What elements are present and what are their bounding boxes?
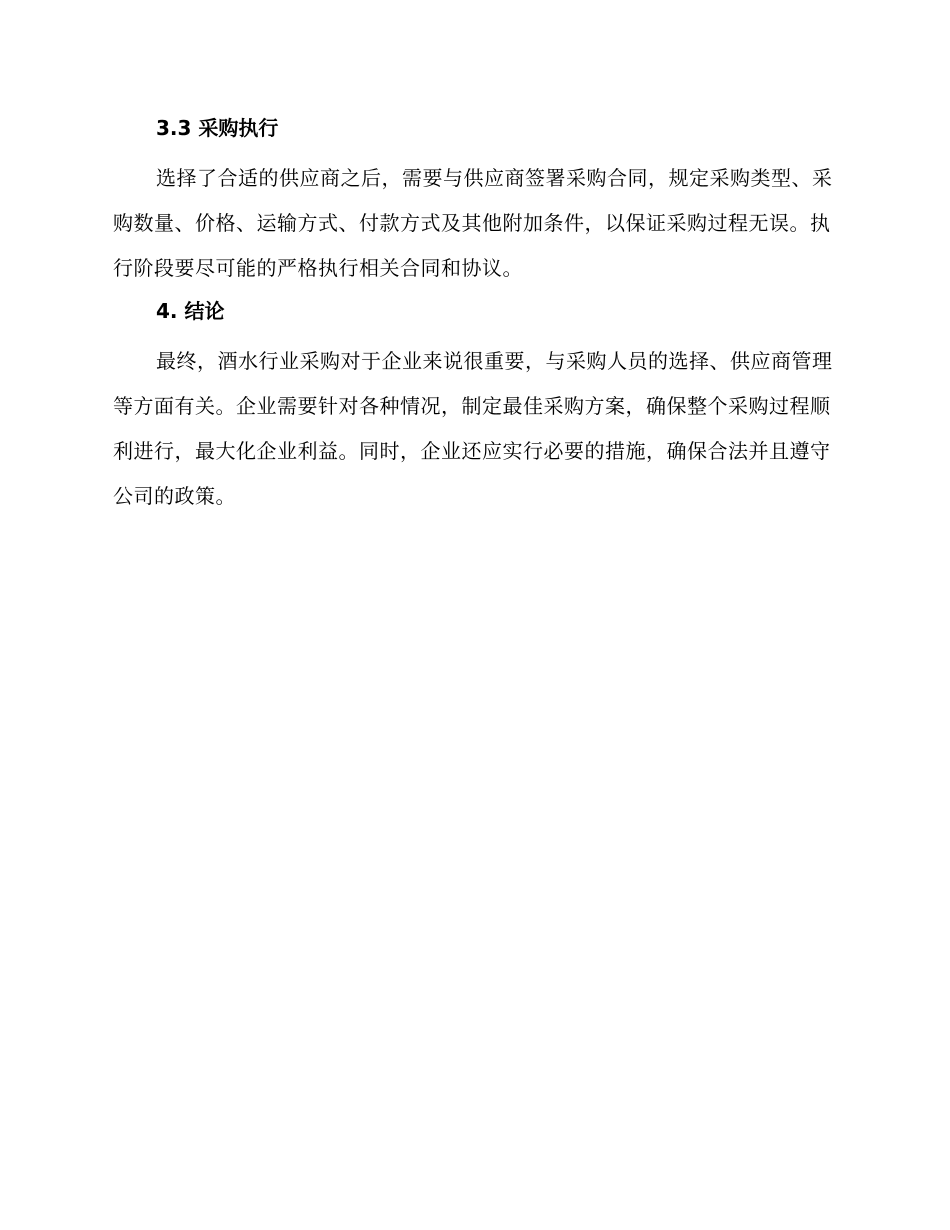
section-heading-procurement-execution: 3.3 采购执行 [156, 116, 279, 140]
section-heading-conclusion: 4. 结论 [156, 299, 225, 323]
paragraph-procurement-execution: 选择了合适的供应商之后，需要与供应商签署采购合同，规定采购类型、采购数量、价格、运输方式、付款方式及其他附加条件，以保证采购过程无误。执行阶段要尽可能的严格执行相关合同和协议。 [113, 166, 833, 280]
paragraph-conclusion: 最终，酒水行业采购对于企业来说很重要，与采购人员的选择、供应商管理等方面有关。企业需要针对各种情况，制定最佳采购方案，确保整个采购过程顺利进行，最大化企业利益。同时，企业还应实行必要的措施，确保合法并且遵守公司的政策。 [113, 349, 833, 508]
document-body [113, 112, 833, 523]
